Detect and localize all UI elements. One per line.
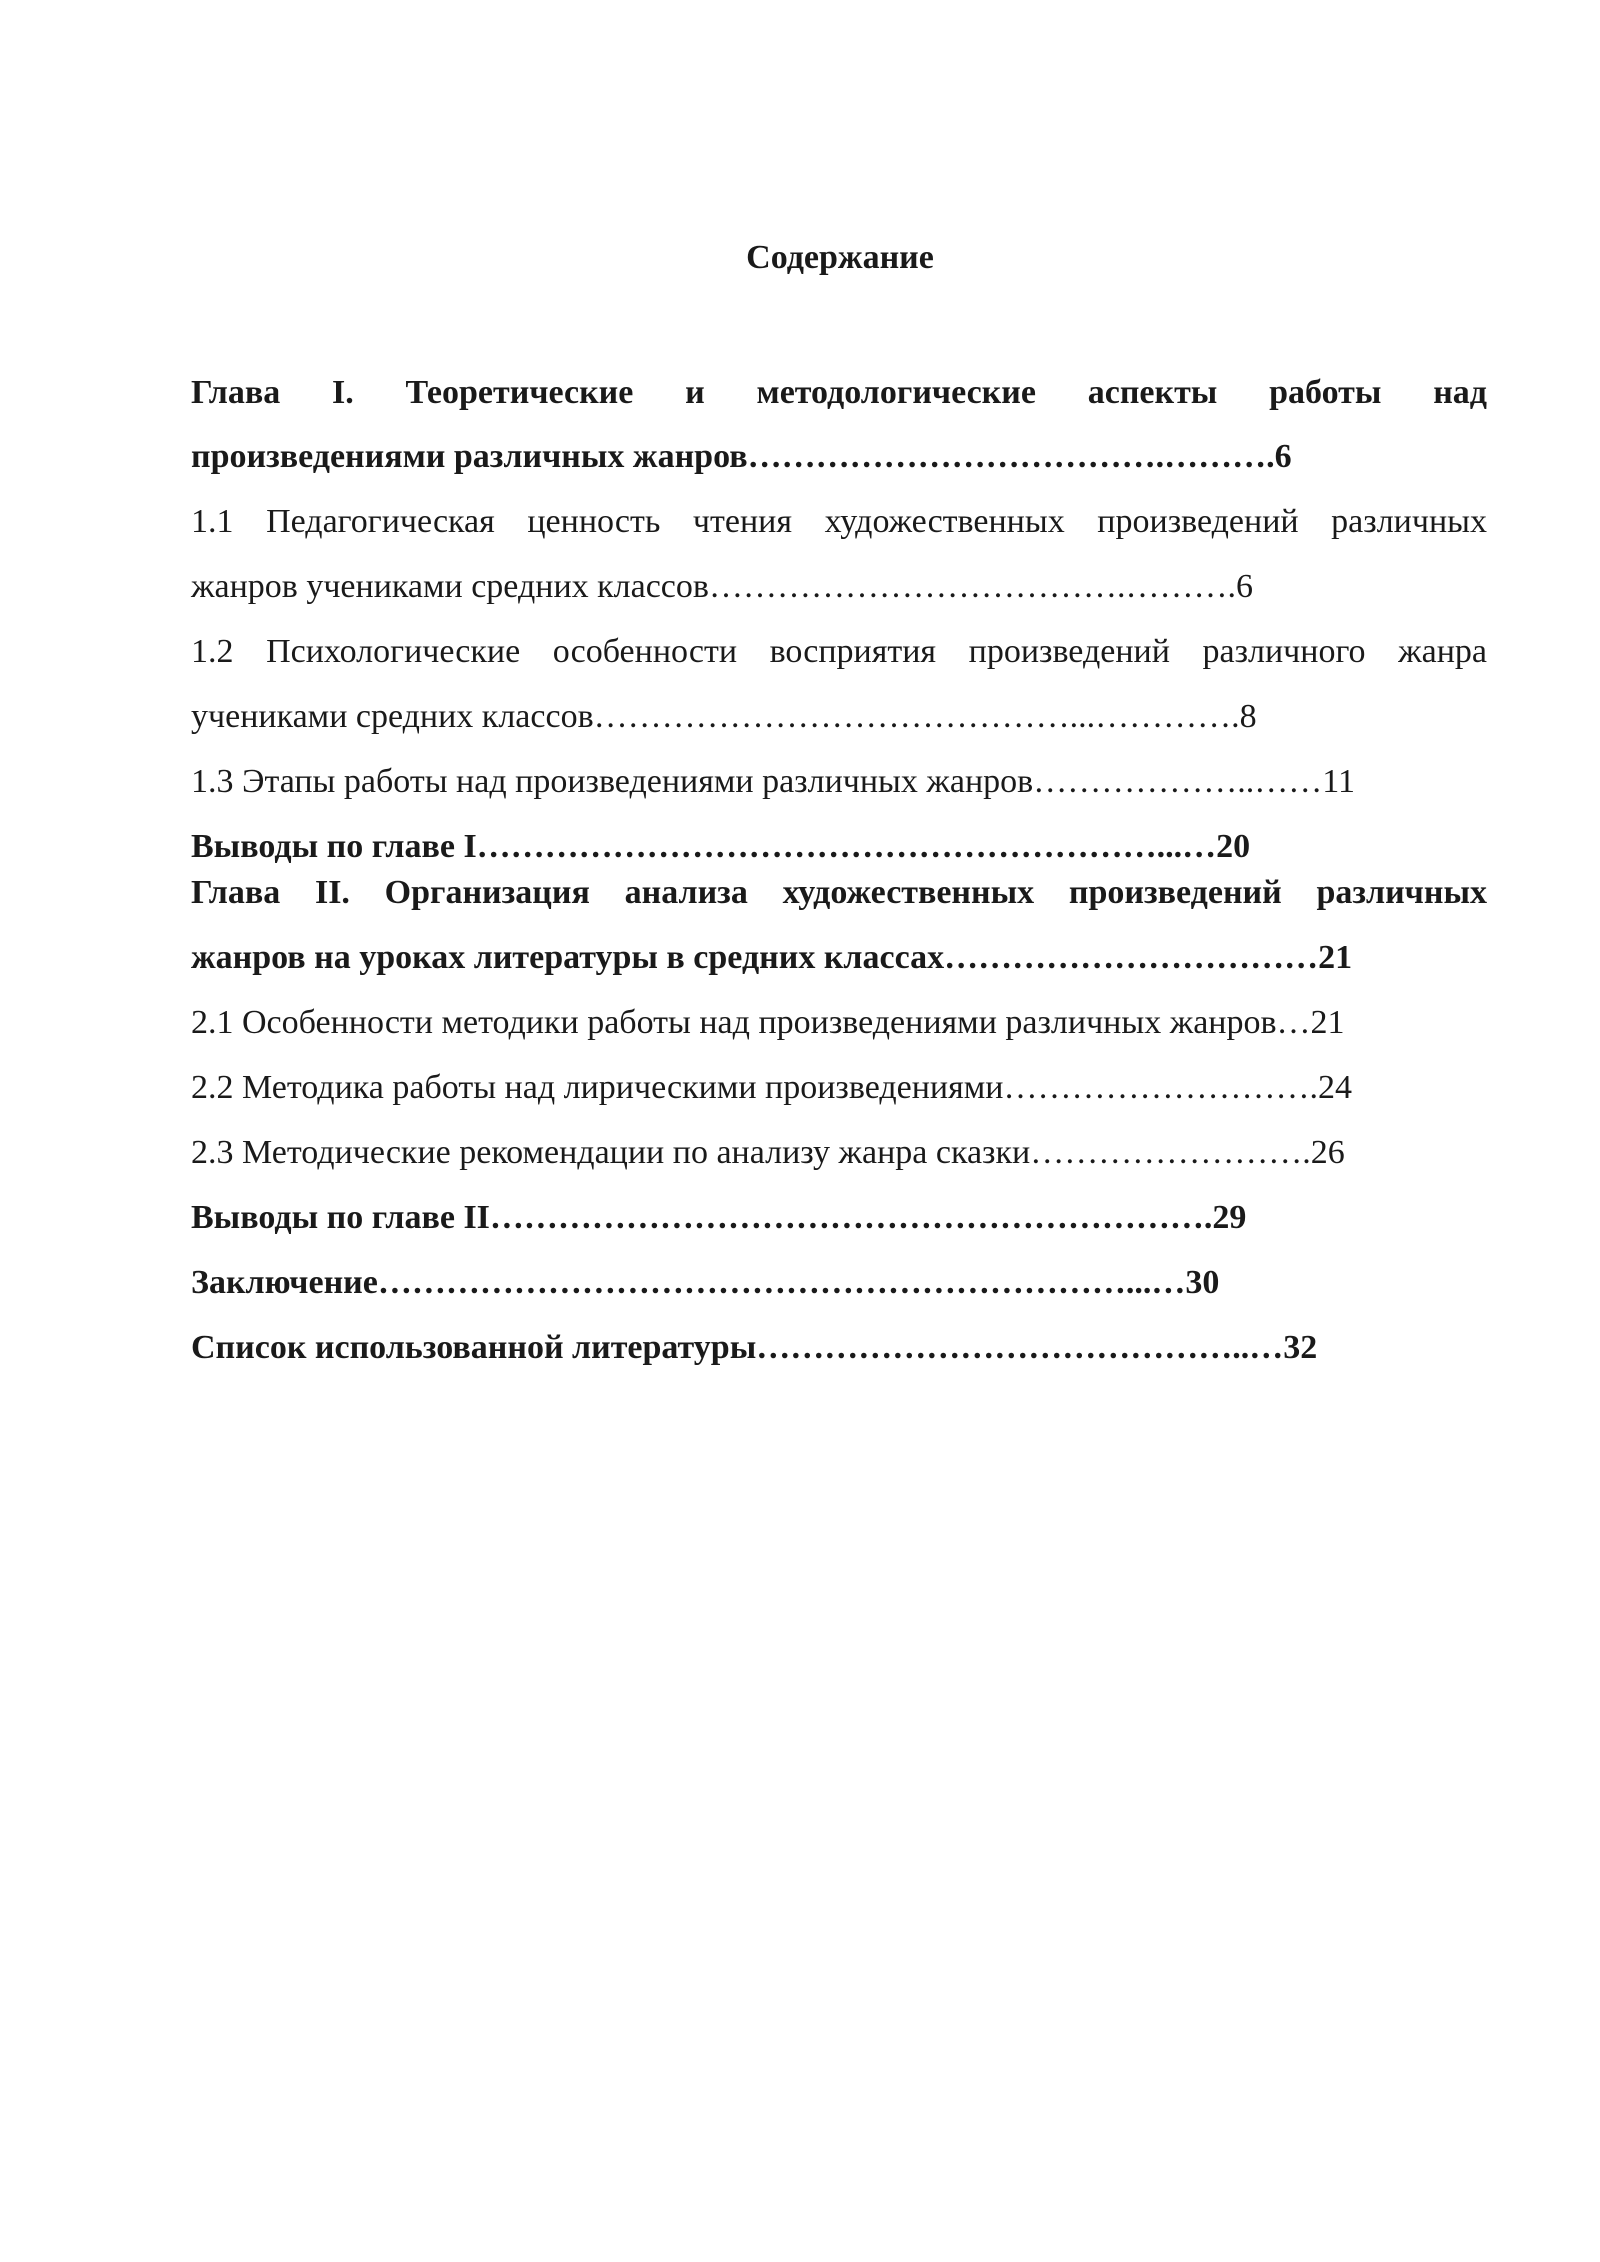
toc-chapter-2-line-2: жанров на уроках литературы в средних классах……………………………21 [191, 939, 1353, 976]
toc-conclusion: Заключение…………………………………………………………...…30 [191, 1264, 1220, 1301]
toc-conclusions-chapter-2: Выводы по главе II……………………………………………………….29 [191, 1199, 1247, 1236]
toc-conclusions-chapter-1: Выводы по главе I……………………………………………………...…20 [191, 828, 1251, 865]
toc-section-1-2-line-1: 1.2 Психологические особенности восприятия произведений различного жанра [191, 633, 1487, 670]
toc-chapter-1-line-1: Глава I. Теоретические и методологические аспекты работы над [191, 374, 1487, 411]
toc-section-2-1: 2.1 Особенности методики работы над произведениями различных жанров…21 [191, 1004, 1345, 1041]
toc-section-2-2: 2.2 Методика работы над лирическими произведениями……………………….24 [191, 1069, 1352, 1106]
toc-section-1-2-line-2: учениками средних классов……………………………………...………….8 [191, 698, 1257, 735]
toc-chapter-2-line-1: Глава II. Организация анализа художественных произведений различных [191, 874, 1487, 911]
toc-section-1-1-line-2: жанров учениками средних классов……………………………….……….6 [191, 568, 1253, 605]
toc-title: Содержание [746, 239, 934, 276]
toc-chapter-1-line-2: произведениями различных жанров……………………………….……….6 [191, 438, 1292, 475]
toc-section-1-3: 1.3 Этапы работы над произведениями различных жанров………………..……11 [191, 763, 1355, 800]
toc-section-1-1-line-1: 1.1 Педагогическая ценность чтения художественных произведений различных [191, 503, 1487, 540]
toc-references: Список использованной литературы……………………………………..…32 [191, 1329, 1318, 1366]
toc-section-2-3: 2.3 Методические рекомендации по анализу жанра сказки…………………….26 [191, 1134, 1345, 1171]
